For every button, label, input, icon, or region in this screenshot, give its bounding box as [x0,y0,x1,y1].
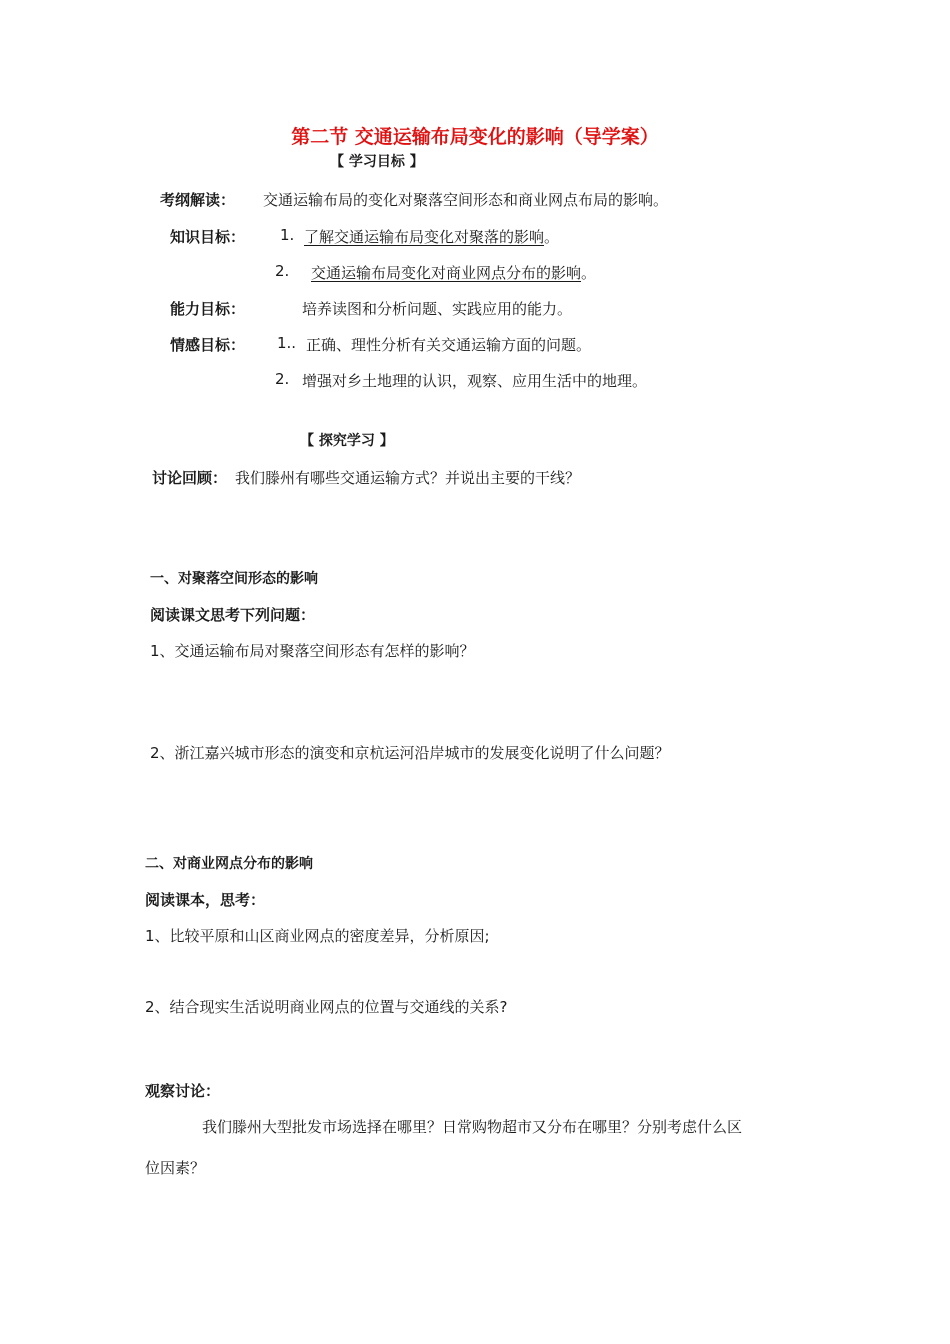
knowledge-item-2 [311,262,596,283]
section1-prompt: 阅读课文思考下列问题： [150,606,316,624]
emotion-item-2-text: 增强对乡土地理的认识，观察、应用生活中的地理。 [302,372,648,390]
observe-line-2: 位因素？ [145,1159,206,1177]
review-label: 讨论回顾： [152,469,228,487]
page-title: 第二节 交通运输布局变化的影响（导学案） [291,126,659,148]
emotion-item-2-num: 2. [275,370,290,388]
knowledge-item-1-num: 1. [280,226,295,244]
explore-header: 【 探究学习 】 [300,433,394,449]
knowledge-item-1-text: 了解交通运输布局变化对聚落的影响 [304,228,545,246]
emotion-item-1-text: 正确、理性分析有关交通运输方面的问题。 [306,336,592,354]
section2-prompt: 阅读课本，思考： [145,891,266,909]
section1-question-2: 2、浙江嘉兴城市形态的演变和京杭运河沿岸城市的发展变化说明了什么问题？ [150,744,670,762]
knowledge-item-1 [304,226,559,247]
emotion-item-1-num: 1.. [277,334,297,352]
section2-heading: 二、对商业网点分布的影响 [145,856,313,872]
knowledge-item-1-end: 。 [544,228,560,246]
section2-question-2: 2、结合现实生活说明商业网点的位置与交通线的关系? [145,998,508,1016]
section1-question-1: 1、交通运输布局对聚落空间形态有怎样的影响？ [150,642,475,660]
knowledge-label: 知识目标： [170,228,246,246]
section1-heading: 一、对聚落空间形态的影响 [150,571,318,587]
observe-heading: 观察讨论： [145,1082,221,1100]
syllabus-label: 考纲解读： [160,191,236,209]
ability-label: 能力目标： [170,300,246,318]
knowledge-item-2-num: 2. [275,262,290,280]
knowledge-item-2-text: 交通运输布局变化对商业网点分布的影响 [311,264,582,282]
syllabus-text: 交通运输布局的变化对聚落空间形态和商业网点布局的影响。 [263,191,669,209]
ability-text: 培养读图和分析问题、实践应用的能力。 [302,300,573,318]
emotion-label: 情感目标： [170,336,246,354]
section2-question-1: 1、比较平原和山区商业网点的密度差异，分析原因; [145,927,490,945]
observe-line-1: 我们滕州大型批发市场选择在哪里？日常购物超市又分布在哪里？分别考虑什么区 [202,1118,743,1136]
objectives-header: 【 学习目标 】 [330,154,424,170]
review-text: 我们滕州有哪些交通运输方式？并说出主要的干线？ [235,469,581,487]
knowledge-item-2-end: 。 [581,264,597,282]
